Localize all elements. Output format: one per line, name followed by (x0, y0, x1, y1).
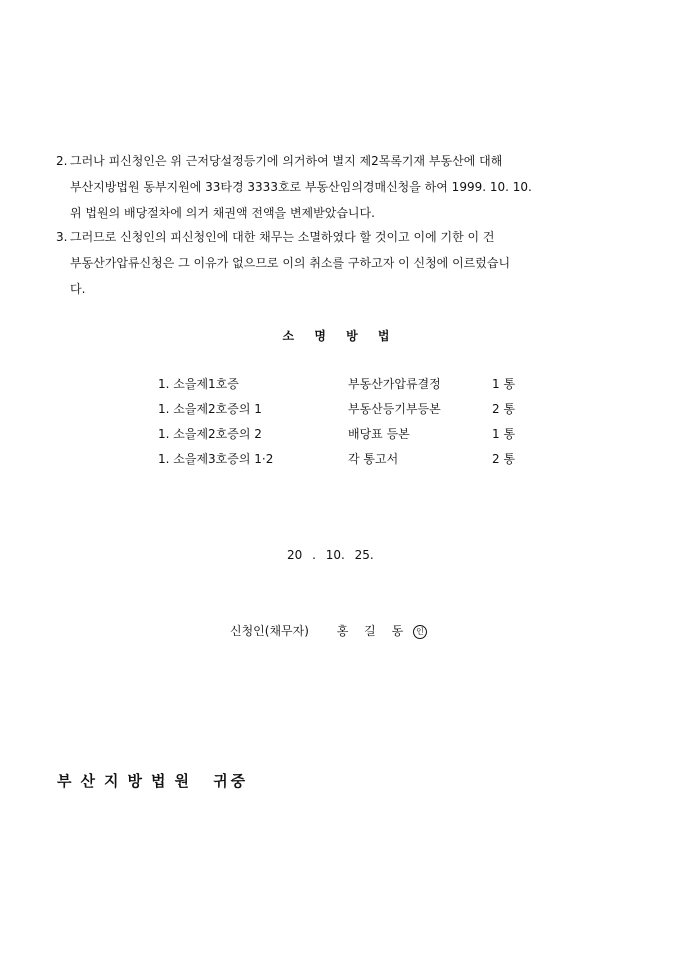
paragraph-line: 2. 그러나 피신청인은 위 근저당설정등기에 의거하여 별지 제2목록기재 부동산에 대해 (56, 148, 626, 174)
evidence-item: 1. 소을제2호증의 1 (158, 402, 262, 416)
applicant-label: 신청인(채무자) (230, 624, 309, 638)
paragraph-line: 3. 그러므로 신청인의 피신청인에 대한 채무는 소멸하였다 할 것이고 이에 기한 이 건 (56, 224, 626, 250)
evidence-count: 1 통 (492, 427, 516, 441)
applicant-name: 홍 길 동 (336, 624, 410, 638)
evidence-item: 1. 소을제3호증의 1·2 (158, 452, 274, 466)
evidence-row (158, 447, 538, 472)
evidence-count: 2 통 (492, 402, 516, 416)
evidence-document: 각 통고서 (348, 452, 399, 466)
filing-date: 20 . 10. 25. (287, 548, 374, 562)
evidence-list (158, 372, 538, 472)
evidence-row (158, 422, 538, 447)
evidence-document: 부동산등기부등본 (348, 402, 441, 416)
paragraph-line: 부산지방법원 동부지원에 33타경 3333호로 부동산임의경매신청을 하여 1999. 10. 10. (70, 180, 532, 194)
paragraph-number: 2. (56, 154, 68, 168)
paragraph-line: 부동산가압류신청은 그 이유가 없으므로 이의 취소를 구하고자 이 신청에 이르렀습니 (70, 256, 511, 270)
evidence-row (158, 397, 538, 422)
court-addressee (57, 770, 248, 791)
evidence-document: 배당표 등본 (348, 427, 410, 441)
paragraph-3 (56, 224, 626, 302)
paragraph-2 (56, 148, 626, 226)
seal-icon: 인 (413, 625, 427, 639)
evidence-count: 1 통 (492, 377, 516, 391)
court-suffix: 귀중 (213, 772, 249, 790)
court-name: 부산지방법원 (57, 772, 198, 790)
paragraph-line: 다. (70, 282, 86, 296)
evidence-document: 부동산가압류결정 (348, 377, 441, 391)
evidence-item: 1. 소을제2호증의 2 (158, 427, 262, 441)
evidence-count: 2 통 (492, 452, 516, 466)
paragraph-line: 위 법원의 배당절차에 의거 채권액 전액을 변제받았습니다. (70, 206, 375, 220)
paragraph-number: 3. (56, 230, 68, 244)
applicant-signature (230, 622, 427, 639)
evidence-item: 1. 소을제1호증 (158, 377, 239, 391)
evidence-row (158, 372, 538, 397)
evidence-section-title: 소 명 방 법 (282, 329, 398, 343)
